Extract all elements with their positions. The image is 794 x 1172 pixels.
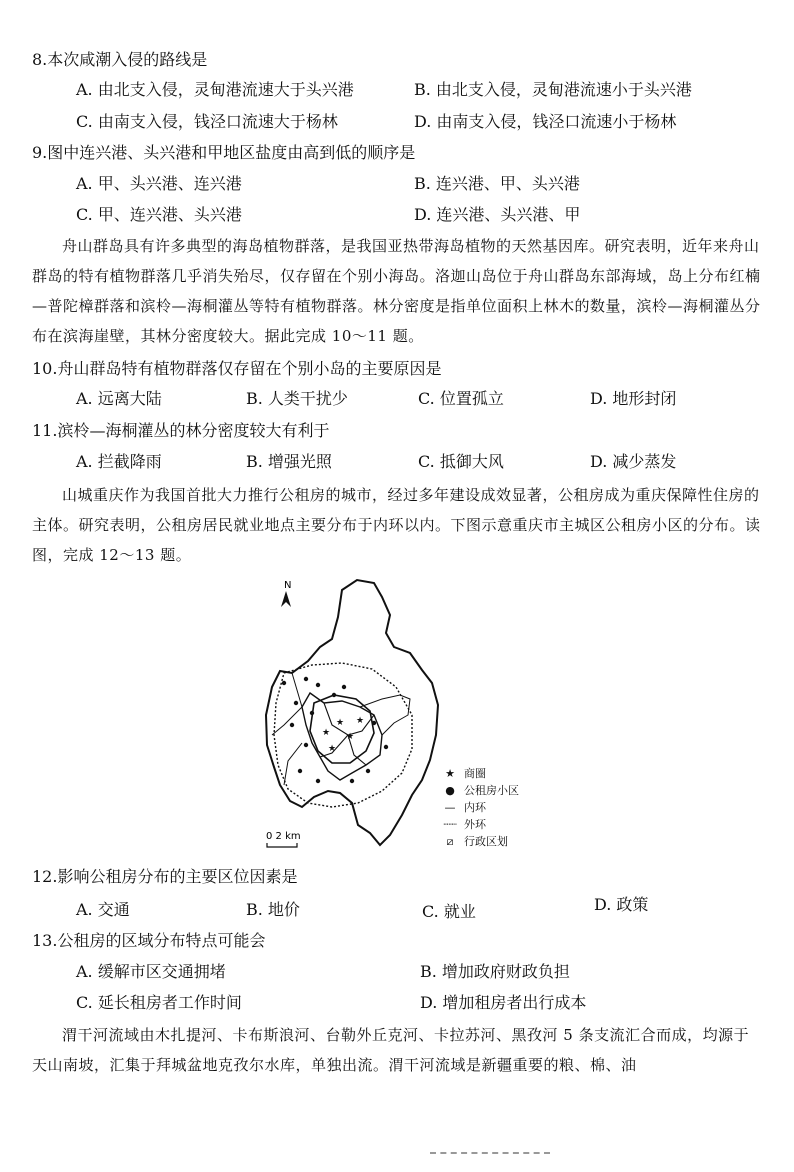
- passage-chongqing: [32, 480, 762, 570]
- housing-dot: [298, 769, 302, 773]
- outer-boundary: [266, 580, 438, 845]
- legend-label: 内环: [464, 801, 486, 814]
- q13-stem: 13.公租房的区域分布特点可能会: [32, 931, 266, 950]
- passage-zhoushan: [32, 231, 762, 351]
- q8-option-a: A. 由北支入侵，灵甸港流速大于头兴港: [76, 80, 354, 99]
- q9-stem: 9.图中连兴港、头兴港和甲地区盐度由高到低的顺序是: [32, 143, 416, 162]
- q13-option-a: A. 缓解市区交通拥堵: [76, 962, 226, 981]
- legend-item-waihuan: [440, 816, 519, 833]
- q10-option-b: B. 人类干扰少: [246, 389, 348, 408]
- housing-dot: [316, 779, 320, 783]
- q8-option-c: C. 由南支入侵，钱泾口流速大于杨林: [76, 112, 338, 131]
- q9-option-b: B. 连兴港、甲、头兴港: [414, 174, 580, 193]
- outer-ring: [274, 663, 412, 807]
- map-legend: [440, 765, 519, 850]
- inner-ring: [310, 695, 374, 763]
- dashed-line-icon: ┈┈: [443, 818, 457, 831]
- q12-stem: 12.影响公租房分布的主要区位因素是: [32, 867, 298, 886]
- passage-zhoushan-text: 舟山群岛具有许多典型的海岛植物群落，是我国亚热带海岛植物的天然基因库。研究表明，近年来舟山群岛的特有植物群落几乎消失殆尽，仅存留在个别小海岛。洛迦山岛位于舟山群岛东部海域，岛上分布红楠—普陀樟群落和滨柃—海桐灌丛等特有植物群落。林分密度是指单位面积上林木的数量，滨柃—海桐灌丛分布在滨海崖壁，其林分密度较大。据此完成 10～11 题。: [32, 237, 761, 345]
- legend-label: 外环: [464, 818, 486, 831]
- business-star-icon: ★: [356, 716, 365, 726]
- footer-divider: [430, 1152, 550, 1156]
- housing-dot: [282, 681, 286, 685]
- north-label: N: [284, 580, 292, 591]
- q13-option-d: D. 增加租房者出行成本: [420, 993, 587, 1012]
- housing-dot: [290, 723, 294, 727]
- q12-option-b: B. 地价: [246, 900, 300, 919]
- business-star-icon: ★: [346, 732, 355, 742]
- q10-option-a: A. 远离大陆: [76, 389, 162, 408]
- passage-weiganhe-text: 渭干河流域由木扎提河、卡布斯浪河、台勒外丘克河、卡拉苏河、黑孜河 5 条支流汇合而成，均源于天山南坡，汇集于拜城盆地克孜尔水库，单独出流。渭干河流域是新疆重要的粮、棉、油: [32, 1026, 750, 1074]
- q12-option-a: A. 交通: [76, 900, 130, 919]
- q11-option-d: D. 减少蒸发: [590, 452, 677, 471]
- legend-item-xingzheng: [440, 833, 519, 850]
- business-districts: [322, 716, 364, 754]
- legend-item-shangquan: [440, 765, 519, 782]
- q12-option-d: D. 政策: [594, 895, 649, 914]
- housing-dot: [294, 701, 298, 705]
- legend-label: 行政区划: [464, 835, 508, 848]
- business-star-icon: ★: [336, 718, 345, 728]
- legend-item-neihuan: [440, 799, 519, 816]
- housing-dot: [372, 721, 376, 725]
- q11-option-c: C. 抵御大风: [418, 452, 504, 471]
- housing-dot: [350, 779, 354, 783]
- housing-dot: [304, 743, 308, 747]
- q13-option-b: B. 增加政府财政负担: [420, 962, 570, 981]
- q8-option-b: B. 由北支入侵，灵甸港流速小于头兴港: [414, 80, 692, 99]
- district-line: [360, 695, 410, 735]
- q13-option-c: C. 延长租房者工作时间: [76, 993, 242, 1012]
- business-star-icon: ★: [322, 728, 331, 738]
- q11-option-b: B. 增强光照: [246, 452, 332, 471]
- passage-chongqing-text: 山城重庆作为我国首批大力推行公租房的城市，经过多年建设成效显著，公租房成为重庆保障性住房的主体。研究表明，公租房居民就业地点主要分布于内环以内。下图示意重庆市主城区公租房小区的分布。读图，完成 12～13 题。: [32, 486, 761, 564]
- business-star-icon: ★: [328, 744, 337, 754]
- q12-option-c: C. 就业: [422, 902, 476, 921]
- housing-dot: [384, 745, 388, 749]
- housing-dot: [316, 683, 320, 687]
- q8-option-d: D. 由南支入侵，钱泾口流速小于杨林: [414, 112, 677, 131]
- q9-option-a: A. 甲、头兴港、连兴港: [76, 174, 242, 193]
- housing-dot: [366, 769, 370, 773]
- q10-option-d: D. 地形封闭: [590, 389, 677, 408]
- housing-dot: [310, 711, 314, 715]
- q9-option-d: D. 连兴港、头兴港、甲: [414, 205, 581, 224]
- star-icon: ★: [445, 767, 455, 780]
- q11-option-a: A. 拦截降雨: [76, 452, 162, 471]
- q10-option-c: C. 位置孤立: [418, 389, 504, 408]
- housing-dot: [304, 677, 308, 681]
- q9-option-c: C. 甲、连兴港、头兴港: [76, 205, 242, 224]
- legend-label: 公租房小区: [464, 784, 519, 797]
- north-arrow-icon: [281, 591, 291, 607]
- passage-weiganhe: [32, 1020, 762, 1080]
- legend-item-gongzufang: [440, 782, 519, 799]
- q8-stem: 8.本次咸潮入侵的路线是: [32, 50, 208, 69]
- scale-bar: [267, 843, 297, 847]
- district-line: [284, 743, 302, 785]
- q10-stem: 10.舟山群岛特有植物群落仅存留在个别小岛的主要原因是: [32, 359, 442, 378]
- scale-label: 0 2 km: [266, 831, 301, 842]
- legend-label: 商圈: [464, 767, 486, 780]
- solid-line-icon: —: [444, 801, 456, 814]
- dot-icon: ●: [445, 784, 455, 797]
- boundary-box-icon: ⧄: [446, 835, 454, 848]
- housing-dot: [342, 685, 346, 689]
- q11-stem: 11.滨柃—海桐灌丛的林分密度较大有利于: [32, 421, 330, 440]
- housing-dot: [332, 693, 336, 697]
